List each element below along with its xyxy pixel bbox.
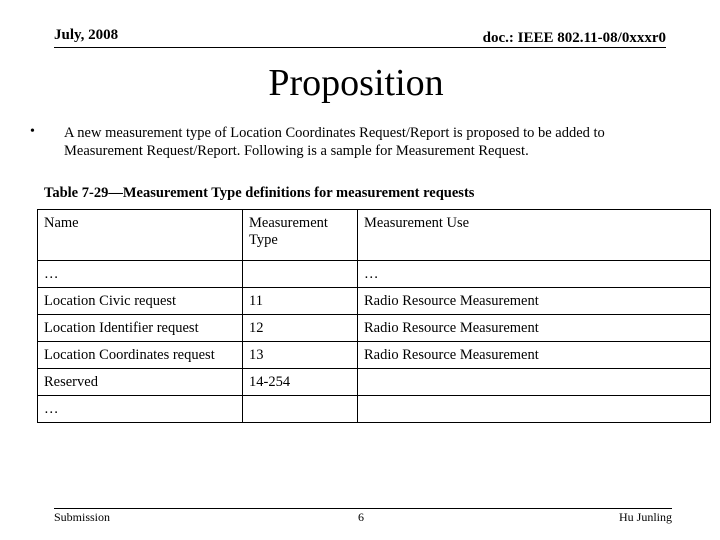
- slide-title: Proposition: [268, 62, 444, 104]
- table-row: [38, 261, 711, 288]
- table-header-row: [38, 210, 711, 261]
- cell-name: Location Coordinates request: [38, 342, 243, 369]
- cell-type: [243, 396, 358, 423]
- cell-name: Reserved: [38, 369, 243, 396]
- header-date: July, 2008: [54, 27, 119, 43]
- cell-use: …: [358, 261, 711, 288]
- cell-type: 11: [243, 288, 358, 315]
- cell-name: Location Civic request: [38, 288, 243, 315]
- table-row: [38, 288, 711, 315]
- bullet-text: A new measurement type of Location Coordinates Request/Report is proposed to be added to Measurement Request/Report. Following is a sample for Measurement Request.: [64, 125, 605, 159]
- header-measurement-use: Measurement Use: [358, 210, 711, 261]
- header-measurement-type: Measurement Type: [243, 210, 358, 261]
- cell-use: [358, 369, 711, 396]
- table-caption: Table 7-29—Measurement Type definitions for measurement requests: [44, 185, 475, 201]
- footer-author: Hu Junling: [618, 510, 672, 524]
- cell-type: [243, 261, 358, 288]
- cell-name: Location Identifier request: [38, 315, 243, 342]
- header-doc-id: doc.: IEEE 802.11-08/0xxxr0: [482, 30, 666, 46]
- footer-submission: Submission: [54, 510, 111, 524]
- cell-use: Radio Resource Measurement: [358, 315, 711, 342]
- cell-type: 14-254: [243, 369, 358, 396]
- cell-use: [358, 396, 711, 423]
- bullet-marker: •: [30, 124, 35, 139]
- footer-divider: [54, 508, 672, 509]
- table-row: [38, 396, 711, 423]
- cell-name: …: [38, 261, 243, 288]
- table-row: [38, 369, 711, 396]
- cell-type: 12: [243, 315, 358, 342]
- table-row: [38, 342, 711, 369]
- header-divider: [54, 47, 666, 48]
- table-row: [38, 315, 711, 342]
- header-name: Name: [38, 210, 243, 261]
- cell-use: Radio Resource Measurement: [358, 342, 711, 369]
- cell-type: 13: [243, 342, 358, 369]
- footer-page-number: 6: [358, 510, 364, 524]
- cell-name: …: [38, 396, 243, 423]
- measurement-type-table: [37, 209, 711, 423]
- cell-use: Radio Resource Measurement: [358, 288, 711, 315]
